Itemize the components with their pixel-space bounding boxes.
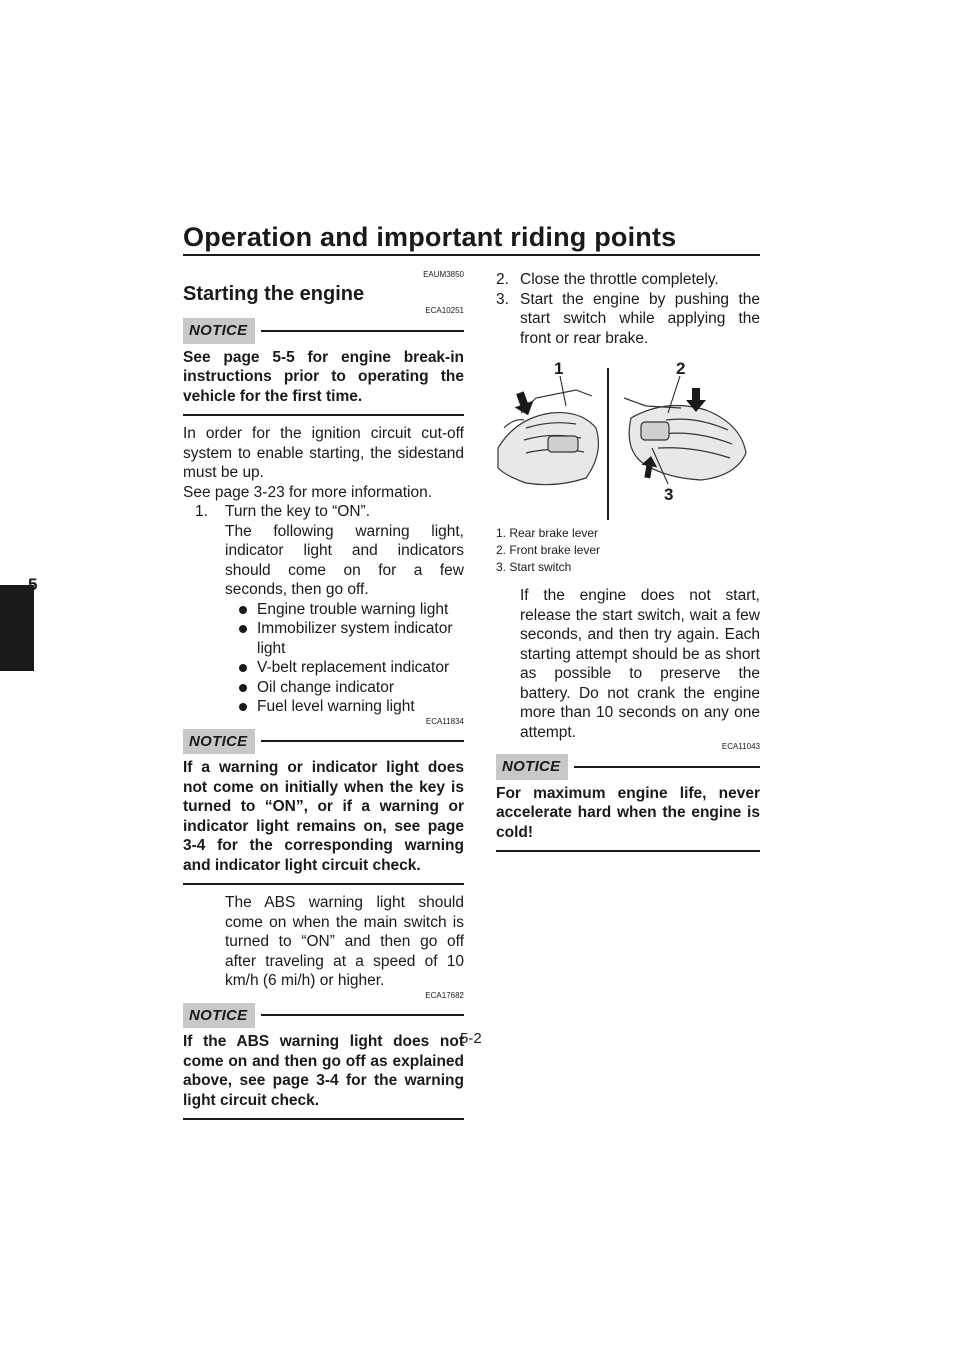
section-code: EAUM3850 [423, 270, 464, 279]
notice-text: If a warning or indicator light does not come on initially when the key is turned to “ON”, or if a warning or indicator light remains on, see page 3-4 for the corresponding warning and indicator light circuit check. [183, 758, 464, 885]
press-arrow-icon [510, 389, 537, 418]
notice-badge: NOTICE [183, 318, 255, 344]
step-2 [496, 270, 760, 290]
step-text: Turn the key to “ON”. [225, 503, 370, 520]
header-rule [183, 254, 760, 256]
notice-rule [261, 740, 464, 742]
brake-lever-figure [496, 358, 760, 523]
step-number: 3. [496, 290, 509, 308]
callout-1: 1 [554, 359, 564, 378]
caption-item: 1. Rear brake lever [496, 526, 599, 540]
abs-paragraph: The ABS warning light should come on when the main switch is turned to “ON” and then go off after traveling at a speed of 10 km/h (6 mi/h) or higher. [225, 894, 464, 989]
step-number: 1. [195, 503, 208, 520]
chapter-number: 5 [28, 575, 38, 594]
list-item: Fuel level warning light [239, 697, 464, 717]
notice-rule [261, 330, 464, 332]
step-number: 2. [496, 271, 509, 288]
left-hand-illustration [498, 390, 598, 485]
page-header-title: Operation and important riding points [183, 222, 677, 252]
callout-2: 2 [676, 359, 686, 378]
step-1-detail: The following warning light, indicator light and indicators should come on for a few seconds, then go off. [225, 522, 464, 598]
notice-header [183, 1003, 464, 1029]
notice-header [183, 729, 464, 755]
callout-3: 3 [664, 485, 674, 504]
notice-text: See page 5-5 for engine break-in instructions prior to operating the vehicle for the first time. [183, 348, 464, 417]
notice-text: For maximum engine life, never accelerate hard when the engine is cold! [496, 784, 760, 853]
notice-rule [574, 766, 760, 768]
figure-captions [496, 525, 760, 576]
list-item: Immobilizer system indicator light [239, 619, 464, 658]
notice-code: ECA11834 [425, 716, 464, 726]
notice-rule [261, 1014, 464, 1016]
step-1 [183, 502, 464, 522]
brake-lever-illustration [496, 358, 760, 523]
see-page-paragraph: See page 3-23 for more information. [183, 483, 432, 501]
caption-item: 3. Start switch [496, 560, 572, 574]
page-number: 5-2 [460, 1030, 482, 1047]
indicator-list [183, 600, 464, 717]
notice-header [496, 754, 760, 780]
left-column [183, 270, 464, 1120]
notice-code: ECA11043 [721, 742, 760, 751]
intro-paragraph: In order for the ignition circuit cut-off system to enable starting, the sidestand must be up. [183, 425, 464, 481]
right-column [496, 270, 760, 852]
section-title: Starting the engine [183, 283, 365, 305]
notice-badge: NOTICE [496, 754, 568, 780]
step-text: Start the engine by pushing the start switch while applying the front or rear brake. [520, 290, 760, 347]
right-hand-illustration [624, 398, 746, 480]
step-3 [496, 290, 760, 349]
notice-text: If the ABS warning light does not come on and then go off as explained above, see page 3-4 for the warning light circuit check. [183, 1032, 464, 1120]
list-item: Engine trouble warning light [239, 600, 464, 620]
notice-code: ECA17682 [425, 990, 464, 1000]
caption-item: 2. Front brake lever [496, 543, 601, 557]
step-text: Close the throttle completely. [520, 271, 719, 288]
list-item: Oil change indicator [239, 678, 464, 698]
notice-code: ECA10251 [425, 306, 464, 315]
retry-paragraph: If the engine does not start, release the start switch, wait a few seconds, and then try again. Each starting attempt should be as short as possible to preserve the battery. Do not crank the engine more than 10 seconds on any one attempt. [520, 587, 760, 741]
notice-header [183, 318, 464, 344]
chapter-tab [0, 585, 34, 671]
notice-badge: NOTICE [183, 729, 255, 755]
list-item: V-belt replacement indicator [239, 658, 464, 678]
notice-badge: NOTICE [183, 1003, 255, 1029]
